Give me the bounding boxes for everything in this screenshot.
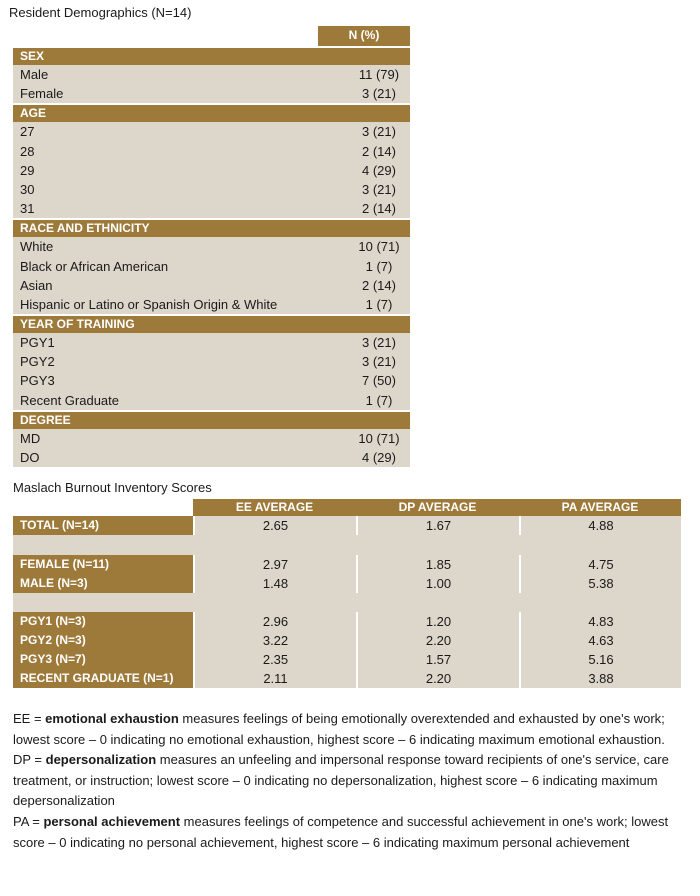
row-label: 29 [20,162,35,178]
row-label: 27 [20,124,35,140]
section-title: YEAR OF TRAINING [13,316,410,333]
table-row [13,257,410,276]
dp-average-header: DP AVERAGE [356,499,519,516]
row-value: 7 (50) [362,373,396,389]
row-label: MD [20,430,41,446]
ee-value: 2.65 [193,516,356,535]
row-label: PGY1 [20,335,55,351]
row-value: 1 (7) [365,296,393,312]
row-value: 11 (79) [358,67,400,82]
row-label: 30 [20,181,35,197]
ee-value: 2.35 [193,650,356,669]
ee-value: 2.11 [193,669,356,688]
row-value: 2 (14) [362,277,396,293]
footnotes [13,709,688,853]
note-abbr: PA = [13,813,44,829]
row-label: White [20,239,54,255]
row-value: 4 (29) [362,450,396,465]
note-text: measures feelings of competence and successful achievement in one's work; lowest score – 0 indicating no personal achievement, highest score – 6 indicating maximum personal achievement [13,813,669,850]
note-term: emotional exhaustion [45,711,179,726]
row-value: 2 (14) [362,143,396,159]
pa-value: 4.75 [519,555,681,574]
table-row [13,555,681,574]
table-row [13,516,681,535]
row-value: 4 (29) [362,162,396,178]
dp-value: 1.00 [356,574,519,593]
note-term: depersonalization [45,752,157,768]
row-label: Female [20,86,64,102]
section-title: DEGREE [13,412,410,429]
table-row [13,574,681,593]
row-label: TOTAL (N=14) [13,516,193,535]
section-title: AGE [13,105,410,122]
row-value: 10 (71) [358,430,400,446]
note-text: measures feelings of being emotionally overextended and exhausted by one's work; lowest score – 0 indicating no emotional exhaustion, highest score – 6 indicating maximum emotional exhaustion. [13,711,665,747]
ee-value: 2.97 [193,555,356,574]
mbi-caption: Maslach Burnout Inventory Scores [13,480,212,495]
table-row [13,161,410,180]
spacer-row [13,593,681,612]
footnote-dp [13,750,688,812]
table-row [13,448,410,467]
row-label: PGY2 [20,354,55,370]
row-label: FEMALE (N=11) [13,555,193,574]
row-label: Male [20,67,49,82]
mbi-header-row [13,499,681,516]
row-value: 2 (14) [362,201,396,217]
section-title: SEX [13,48,410,65]
demographics-caption: Resident Demographics (N=14) [9,5,192,20]
note-abbr: DP = [13,752,46,768]
footnote-ee [13,709,688,750]
table-row [13,612,681,631]
pa-value: 3.88 [519,669,681,688]
table-row [13,295,410,314]
ee-average-header: EE AVERAGE [193,499,356,516]
note-abbr: EE = [13,711,46,726]
table-row [13,122,410,141]
section-race-ethnicity [13,218,410,314]
table-row [13,276,410,295]
table-row [13,142,410,161]
row-label: Black or African American [20,258,169,274]
table-row [13,199,410,218]
table-row [13,237,410,256]
row-value: 3 (21) [362,335,396,351]
section-degree [13,410,410,467]
table-row [13,84,410,103]
row-label: Asian [20,277,53,293]
dp-value: 1.20 [356,612,519,631]
row-label: 31 [20,201,35,217]
demographics-header-row [13,26,410,46]
row-value: 3 (21) [362,124,396,140]
ee-value: 2.96 [193,612,356,631]
table-row [13,429,410,448]
pa-value: 5.16 [519,650,681,669]
section-title: RACE AND ETHNICITY [13,220,410,237]
spacer-row [13,535,681,555]
note-term: personal achievement [43,813,181,829]
dp-value: 1.57 [356,650,519,669]
table-row [13,65,410,84]
table-row [13,391,410,410]
pa-value: 4.63 [519,631,681,650]
row-value: 10 (71) [358,239,400,255]
dp-value: 1.85 [356,555,519,574]
row-value: 3 (21) [362,86,396,102]
table-row [13,352,410,371]
row-label: PGY2 (N=3) [13,631,193,650]
table-row [13,631,681,650]
ee-value: 3.22 [193,631,356,650]
row-label: RECENT GRADUATE (N=1) [13,669,193,688]
mbi-table [13,499,681,688]
dp-value: 1.67 [356,516,519,535]
ee-value: 1.48 [193,574,356,593]
pa-average-header: PA AVERAGE [519,499,681,516]
section-sex [13,46,410,103]
row-label: Hispanic or Latino or Spanish Origin & White [20,296,278,312]
table-row [13,371,410,390]
table-row [13,333,410,352]
table-row [13,669,681,688]
pa-value: 4.88 [519,516,681,535]
value-column-header: N (%) [318,26,410,46]
pa-value: 4.83 [519,612,681,631]
dp-value: 2.20 [356,669,519,688]
note-text: measures an unfeeling and impersonal response toward recipients of one's service, care treatment, or instruction; lowest score – 0 indicating no depersonalization, highest score – 6 indicating maximum depersonalization [13,752,669,809]
section-year-of-training [13,314,410,410]
pa-value: 5.38 [519,574,681,593]
row-label: 28 [20,143,35,159]
row-value: 3 (21) [362,181,396,197]
table-row [13,650,681,669]
row-value: 1 (7) [365,258,393,274]
row-label: DO [20,450,40,465]
row-label: PGY3 (N=7) [13,650,193,669]
section-age [13,103,410,218]
row-value: 3 (21) [362,354,396,370]
row-label: PGY3 [20,373,55,389]
row-label: PGY1 (N=3) [13,612,193,631]
dp-value: 2.20 [356,631,519,650]
row-label: MALE (N=3) [13,574,193,593]
footnote-pa [13,812,688,853]
row-value: 1 (7) [365,392,393,408]
demographics-table [13,26,410,467]
row-label: Recent Graduate [20,392,120,408]
table-row [13,180,410,199]
